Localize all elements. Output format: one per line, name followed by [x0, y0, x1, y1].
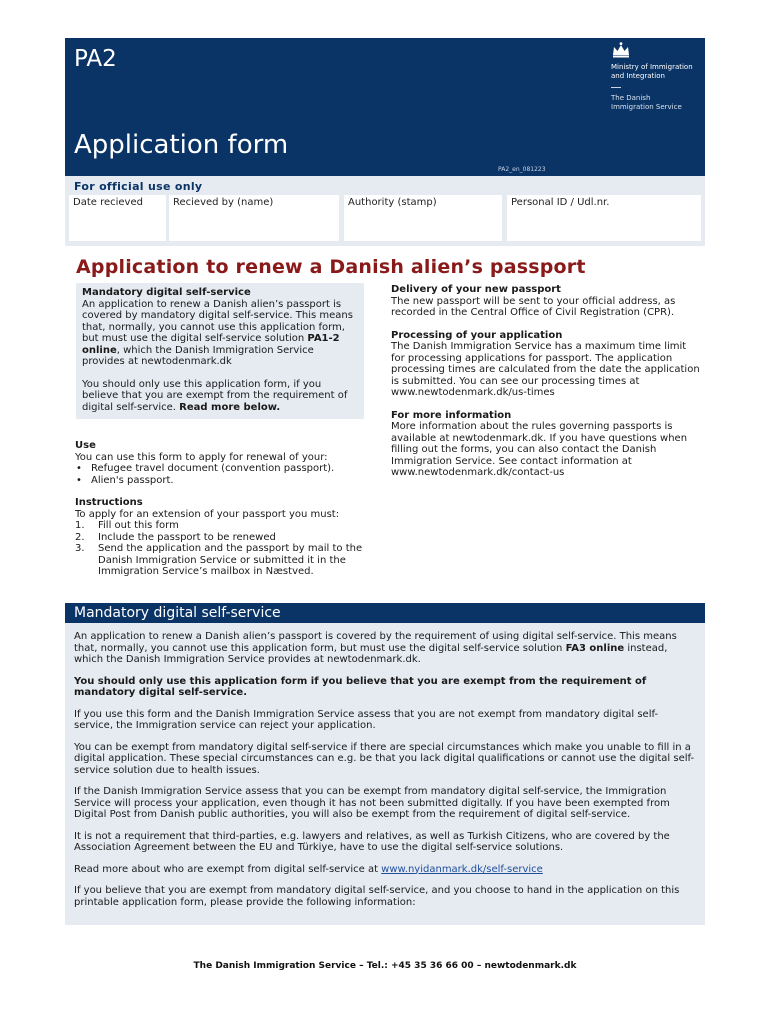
use-heading: Use [75, 440, 96, 451]
official-use-section [65, 176, 705, 246]
use-section [75, 440, 375, 486]
mds-paragraph-5: If the Danish Immigration Service assess that you can be exempt from mandatory digital self-service, the Immigration Service will process your application, even though it has not been submitted digitally. If you have been exempted from Digital Post from Danish public authorities, you will also be exempt from the requirement of digital self-service. [74, 786, 670, 820]
authority-stamp-field[interactable]: Authority (stamp) [344, 195, 502, 241]
intro-box [76, 283, 364, 419]
processing-text: The Danish Immigration Service has a maximum time limit for processing applications for passport. The application processing times are calculated from the date the application is submitted. You can see our processing times at www.newtodenmark.dk/us-times [391, 341, 700, 398]
list-item: 3. Send the application and the passport by mail to the Danish Immigration Service or submitted it in the Immigration Service’s mailbox in Næstved. [75, 543, 363, 577]
form-code: PA2 [74, 46, 117, 72]
mandatory-digital-section [65, 603, 705, 925]
list-item: • Alien's passport. [75, 475, 375, 487]
official-use-title: For official use only [74, 180, 203, 193]
intro-paragraph-2: You should only use this application form, if you believe that you are exempt from the requirement of digital self-service. Read more below. [82, 378, 348, 413]
more-info-heading: For more information [391, 409, 512, 421]
use-list [75, 463, 375, 486]
form-title: Application form [74, 130, 289, 160]
mds-paragraph-6: It is not a requirement that third-parties, e.g. lawyers and relatives, as well as Turkish Citizens, who are covered by the Association Agreement between the EU and Türkiye, have to use the digital self-service solutions. [74, 830, 670, 853]
mds-paragraph-4: You can be exempt from mandatory digital self-service if there are special circumstances which make you unable to fill in a digital application. These special circumstances can e.g. be that you lack digital qualifications or cannot use the digital self-service solution due to health issues. [74, 741, 695, 776]
list-item: 2. Include the passport to be renewed [75, 531, 276, 543]
info-column [391, 284, 701, 479]
personal-id-field[interactable]: Personal ID / Udl.nr. [507, 195, 701, 241]
self-service-link[interactable]: www.nyidanmark.dk/self-service [381, 863, 543, 875]
instructions-list [75, 520, 375, 578]
form-header [65, 38, 705, 176]
instructions-heading: Instructions [75, 497, 143, 508]
delivery-heading: Delivery of your new passport [391, 284, 561, 295]
page-footer: The Danish Immigration Service – Tel.: +45 35 36 66 00 – newtodenmark.dk [193, 961, 577, 971]
received-by-field[interactable]: Recieved by (name) [169, 195, 339, 241]
crown-icon [611, 42, 631, 58]
service-line-1: The Danish [611, 94, 651, 102]
mds-paragraph-8: If you believe that you are exempt from mandatory digital self-service, and you choose to hand in the application on this printable application form, please provide the following information: [74, 885, 680, 908]
instructions-section [75, 497, 375, 578]
more-info-text: More information about the rules governing passports is available at newtodenmark.dk. If you have questions when filling out the forms, you can also contact the Danish Immigration Service. See contact information at www.newtodenmark.dk/contact-us [391, 421, 688, 478]
service-line-2: Immigration Service [611, 103, 682, 111]
ministry-line-2: and Integration [611, 72, 665, 80]
ministry-logo [611, 42, 701, 112]
mds-paragraph-1: An application to renew a Danish alien’s passport is covered by the requirement of using digital self-service. This means that, normally, you cannot use this application form, but must use the digital self-service solution FA3 online instead, which the Danish Immigration Service provides at newtodenmark.dk. [74, 631, 677, 665]
section-title: Mandatory digital self-service [65, 603, 705, 623]
mds-paragraph-7: Read more about who are exempt from digital self-service at www.nyidanmark.dk/self-service [74, 863, 543, 875]
intro-paragraph-1: An application to renew a Danish alien’s passport is covered by mandatory digital self-service. This means that, normally, you cannot use this application form, but must use the digital self-service solution PA1-2 online, which the Danish Immigration Service provides at newtodenmark.dk [82, 298, 353, 367]
ministry-line-1: Ministry of Immigration [611, 63, 693, 71]
use-text: You can use this form to apply for renewal of your: [75, 451, 328, 463]
mds-paragraph-3: If you use this form and the Danish Immigration Service assess that you are not exempt from mandatory digital self-service, the Immigration service can reject your application. [74, 708, 659, 731]
main-title: Application to renew a Danish alien’s passport [76, 256, 586, 278]
list-item: 1. Fill out this form [75, 520, 179, 531]
processing-heading: Processing of your application [391, 329, 563, 341]
date-received-field[interactable]: Date recieved [69, 195, 166, 241]
instructions-text: To apply for an extension of your passport you must: [75, 508, 340, 520]
delivery-text: The new passport will be sent to your official address, as recorded in the Central Office of Civil Registration (CPR). [391, 295, 676, 318]
list-item: • Refugee travel document (convention passport). [75, 463, 375, 475]
form-version: PA2_en_081223 [498, 166, 546, 173]
section-body [65, 623, 705, 908]
mds-paragraph-2: You should only use this application form if you believe that you are exempt from the requirement of mandatory digital self-service. [74, 675, 647, 698]
logo-divider [611, 87, 621, 88]
intro-heading: Mandatory digital self-service [82, 287, 251, 298]
